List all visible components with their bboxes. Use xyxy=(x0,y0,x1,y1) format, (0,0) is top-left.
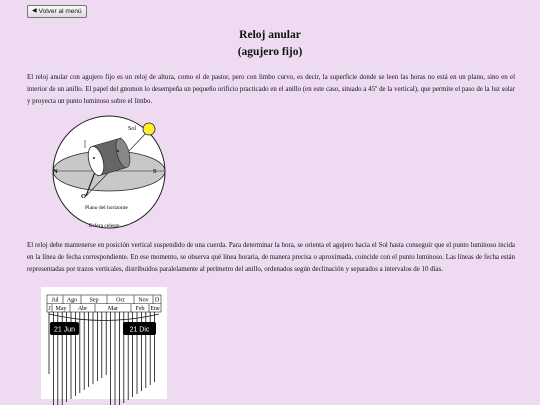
south-label: S xyxy=(153,168,157,175)
usage-paragraph: El reloj debe mantenerse en posición vertical suspendido de una cuerda. Para determinar la hora, se orienta el agujero hacia el Sol hasta conseguir que el punto luminoso incida en la línea de fecha correspondiente. En ese momento, se observa qué línea horaria, de manera precisa o aproximada, coincide con el punto luminoso. Las líneas de fecha están representadas por trazos verticales, distribuidos paralelamente al perímetro del anillo, ordenados según declinación y separados a intervalos de 10 días. xyxy=(27,242,515,274)
badge-21-dic xyxy=(123,322,156,335)
back-to-menu-button[interactable] xyxy=(27,5,87,18)
back-button-label: Volver al menú xyxy=(38,8,82,15)
celestial-sphere-label: Esfera celeste xyxy=(89,223,120,229)
left-triangle-icon: ◀ xyxy=(32,8,37,14)
bottom-month-label: Abr xyxy=(77,306,88,313)
page-title: Reloj anular xyxy=(239,29,301,41)
bottom-month-label: J xyxy=(48,306,51,313)
sun-icon xyxy=(143,123,155,135)
bottom-month-label: Mar xyxy=(108,306,118,313)
intro-paragraph: El reloj anular con agujero fijo es un reloj de altura, como el de pastor, pero con limbo curvo, es decir, la superficie donde se leen las horas no está en un plano, sino en el interior de un anillo. El papel del gnomon lo desempeña un pequeño orificio practicado en el anillo (en este caso, situado a 45º de la vertical), que permite el paso de la luz solar y proyecta un punto luminoso sobre el limbo. xyxy=(27,74,515,106)
page-subtitle: (agujero fijo) xyxy=(237,46,303,58)
observer-label: O xyxy=(81,193,87,200)
sun-label: Sol xyxy=(128,126,137,132)
top-month-label: Oct xyxy=(116,297,125,304)
top-month-label: D xyxy=(154,297,160,304)
horizon-plane-label: Plano del horizonte xyxy=(85,205,128,211)
top-month-label: Sep xyxy=(89,297,99,304)
badge-21-jun xyxy=(50,322,79,335)
top-month-label: Jul xyxy=(51,297,59,304)
celestial-sphere-diagram xyxy=(41,118,181,230)
badge-21-jun-label: 21 Jun xyxy=(53,326,76,334)
badge-21-dic-label: 21 Dic xyxy=(129,326,150,334)
ring-dial-scale-figure xyxy=(41,287,167,399)
bottom-month-label: Feb xyxy=(135,306,145,313)
bottom-month-label: Ene xyxy=(150,306,160,313)
top-month-label: Nov xyxy=(138,297,149,304)
bottom-month-label: May xyxy=(55,306,67,313)
top-month-label: Ago xyxy=(66,297,78,304)
north-label: N xyxy=(53,168,58,175)
